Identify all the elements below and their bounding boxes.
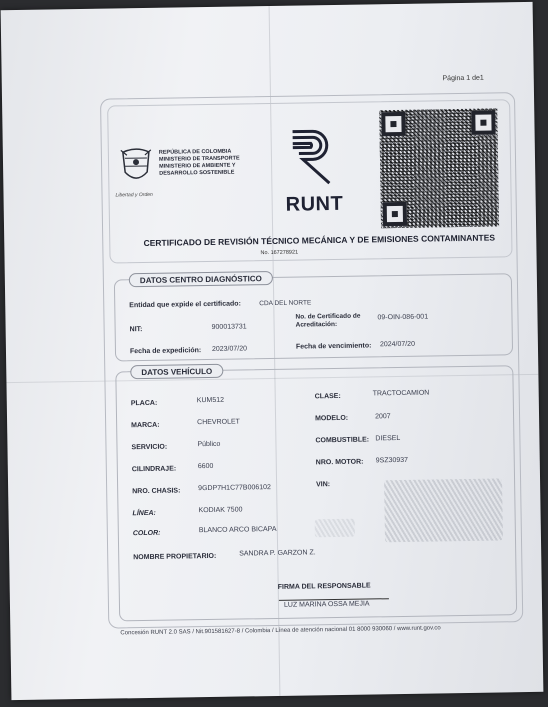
chasis-label: NRO. CHASIS: [132, 487, 181, 496]
blurred-stamp [384, 478, 503, 542]
acreditacion-label: No. de Certificado de Acreditación: [295, 312, 361, 329]
certificate-number: No. 167278921 [260, 249, 299, 257]
combustible-value: DIESEL [375, 434, 401, 443]
gov-line: REPÚBLICA DE COLOMBIA [158, 148, 232, 156]
certificate-paper [1, 2, 544, 700]
centro-diagnostico-section [114, 273, 513, 361]
firma-label: FIRMA DEL RESPONSABLE [277, 582, 371, 591]
color-value: BLANCO ARCO BICAPA [198, 525, 277, 535]
linea-value: KODIAK 7500 [198, 506, 243, 515]
qr-code [379, 108, 499, 228]
combustible-label: COMBUSTIBLE: [315, 436, 370, 445]
blurred-mark [315, 519, 355, 538]
marca-label: MARCA: [131, 421, 160, 430]
modelo-label: MODELO: [315, 414, 349, 423]
expedicion-label: Fecha de expedición: [129, 347, 202, 356]
color-label: COLOR: [132, 529, 161, 538]
certificate-title: CERTIFICADO DE REVISIÓN TÉCNICO MECÁNICA Y DE EMISIONES CONTAMINANTES [143, 232, 496, 249]
linea-label: LÍNEA: [132, 509, 156, 518]
propietario-label: NOMBRE PROPIETARIO: [133, 552, 217, 562]
page-number: Página 1 de1 [442, 74, 484, 83]
vin-label: VIN: [316, 481, 331, 489]
clase-label: CLASE: [314, 392, 341, 401]
clase-value: TRACTOCAMION [372, 389, 430, 398]
firma-name: LUZ MARINA OSSA MEJIA [283, 600, 370, 609]
chasis-value: 9GDP7H1C77B006102 [198, 484, 271, 493]
gov-line: DESARROLLO SOSTENIBLE [159, 169, 235, 177]
servicio-label: SERVICIO: [131, 443, 168, 452]
propietario-value: SANDRA P. GARZON Z. [239, 549, 316, 558]
qr-finder-bottom-left [383, 202, 407, 226]
datos-vehiculo-section [115, 365, 517, 621]
vencimiento-label: Fecha de vencimiento: [295, 342, 372, 351]
vencimiento-value: 2024/07/20 [379, 340, 416, 349]
entidad-label: Entidad que expide el certificado: [129, 300, 241, 310]
nit-value: 900013731 [211, 323, 247, 331]
placa-value: KUM512 [196, 396, 225, 405]
marca-value: CHEVROLET [197, 418, 240, 427]
section-title: DATOS CENTRO DIAGNÓSTICO [129, 271, 273, 287]
qr-finder-top-right [471, 110, 495, 134]
section-title: DATOS VEHÍCULO [130, 364, 223, 379]
cilindraje-label: CILINDRAJE: [131, 465, 177, 474]
qr-finder-top-left [381, 112, 405, 136]
gov-line: MINISTERIO DE TRANSPORTE [158, 155, 240, 163]
motor-label: NRO. MOTOR: [315, 458, 364, 467]
gov-line: MINISTERIO DE AMBIENTE Y [159, 162, 236, 170]
acreditacion-value: 09-OIN-086-001 [377, 313, 429, 322]
certificate-header [107, 99, 512, 263]
colombia-coat-of-arms-icon [119, 146, 154, 187]
certificate-sheet [100, 92, 523, 628]
runt-brand: RUNT [285, 192, 344, 216]
motto-text: Libertad y Orden [115, 191, 153, 199]
cilindraje-value: 6600 [197, 462, 214, 471]
nit-label: NIT: [129, 326, 143, 334]
motor-value: 9SZ30937 [375, 456, 409, 465]
modelo-value: 2007 [374, 413, 391, 421]
servicio-value: Público [197, 440, 221, 449]
expedicion-value: 2023/07/20 [211, 345, 248, 353]
runt-logo-icon [288, 127, 335, 186]
placa-label: PLACA: [130, 399, 158, 408]
government-entities [159, 148, 279, 178]
footer-text: Concesión RUNT 2.0 SAS / Nit.901581627-8 / Colombia / Línea de atención nacional 01 8000 930060 / www.runt.gov.co [120, 625, 441, 637]
entidad-value: CDA DEL NORTE [259, 299, 312, 308]
